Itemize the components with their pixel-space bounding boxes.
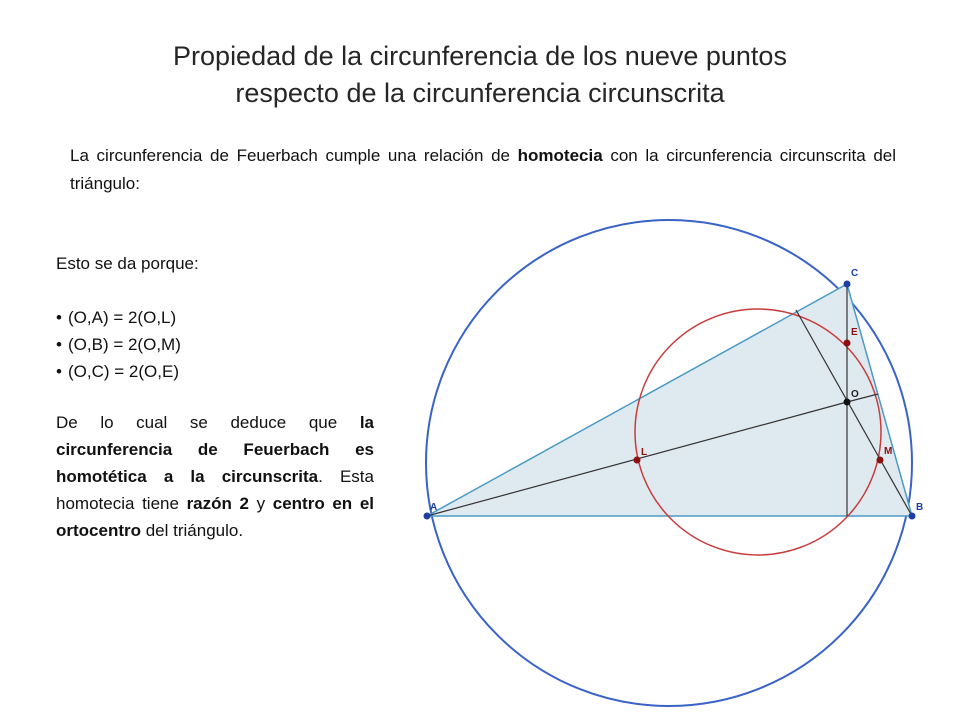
vertex-b-point [909, 513, 916, 520]
conclusion-bold-1: la circunferencia de Feuerbach es homotética a la circunscrita [56, 413, 374, 486]
bullet-icon: • [56, 308, 62, 327]
label-m: M [884, 446, 893, 457]
conclusion-text-3: y [249, 494, 273, 513]
conclusion-text-4: del triángulo. [141, 521, 244, 540]
bullet-icon: • [56, 335, 62, 354]
relation-text: (O,B) = 2(O,M) [68, 335, 181, 354]
conclusion-text-2: . Esta homotecia tiene [56, 467, 374, 513]
label-a: A [430, 502, 438, 513]
intro-bold-homotecia: homotecia [517, 146, 603, 165]
triangle-abc [427, 284, 912, 516]
title-line-1: Propiedad de la circunferencia de los nueve puntos [173, 41, 787, 71]
bullet-icon: • [56, 362, 62, 381]
relation-text: (O,A) = 2(O,L) [68, 308, 177, 327]
orthocenter-point [844, 399, 851, 406]
midpoint-m-point [877, 457, 884, 464]
midpoint-l-point [634, 457, 641, 464]
conclusion-bold-2: razón 2 [186, 494, 249, 513]
conclusion-text-1: De lo cual se deduce que [56, 413, 360, 432]
vertex-c-point [844, 281, 851, 288]
explanation-lead: Esto se da porque: [56, 254, 199, 273]
vertex-a-point [424, 513, 431, 520]
relation-text: (O,C) = 2(O,E) [68, 362, 179, 381]
title-line-2: respecto de la circunferencia circunscrita [235, 78, 725, 108]
conclusion-bold-3: centro en el ortocentro [56, 494, 374, 540]
midpoint-e-point [844, 340, 851, 347]
label-e: E [851, 327, 858, 338]
label-c: C [851, 268, 859, 279]
label-o: O [851, 389, 859, 400]
intro-text-1: La circunferencia de Feuerbach cumple una relación de [70, 146, 518, 165]
intro-text-2: con la circunferencia circunscrita del triángulo: [70, 146, 897, 193]
label-l: L [641, 447, 648, 458]
label-b: B [916, 502, 924, 513]
